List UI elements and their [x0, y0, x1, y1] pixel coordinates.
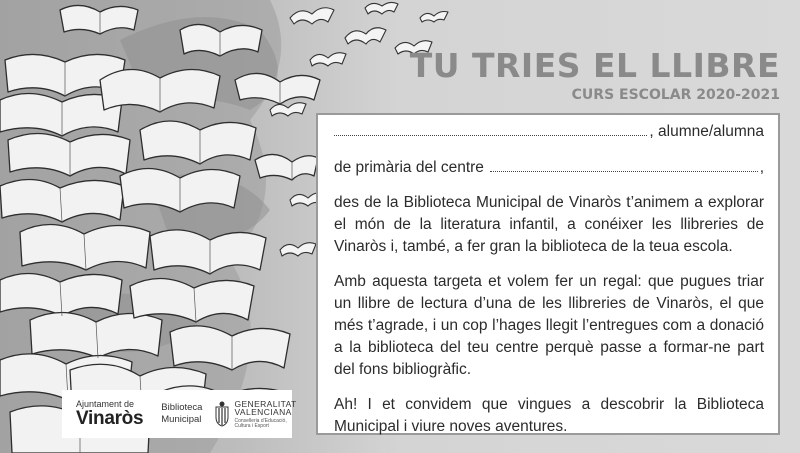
generalitat-name-2: VALENCIANA — [234, 407, 292, 417]
generalitat-crest-icon — [214, 401, 230, 427]
biblioteca-sublabel: Municipal — [161, 414, 202, 425]
message-panel — [316, 113, 780, 435]
ajuntament-logo — [76, 400, 143, 428]
generalitat-name: GENERALITAT — [234, 398, 297, 409]
biblioteca-label: Biblioteca — [161, 402, 203, 413]
school-line — [334, 157, 764, 179]
conselleria-name-2: Cultura i Esport — [234, 422, 269, 429]
conselleria-name: Conselleria d’Educació, — [234, 417, 287, 424]
student-name-blank[interactable] — [334, 135, 647, 136]
paragraph-intro: des de la Biblioteca Municipal de Vinaròs t’animem a explorar el món de la literatura infantil, a conéixer les llibreries de Vinaròs i, també, a fer gran la biblioteca de la teua escola. — [334, 194, 764, 255]
biblioteca-logo — [161, 402, 202, 426]
ajuntament-label: Ajuntament de — [76, 399, 135, 409]
school-suffix: , — [759, 159, 764, 176]
generalitat-logo — [214, 400, 296, 429]
paragraph-invitation: Ah! I et convidem que vingues a descobrir la Biblioteca Municipal i viure noves aventures. — [334, 396, 764, 435]
school-prefix: de primària del centre — [334, 159, 484, 176]
student-name-line — [334, 121, 764, 143]
logo-strip — [62, 390, 297, 438]
school-name-blank[interactable] — [490, 171, 758, 172]
ajuntament-name: Vinaròs — [76, 408, 144, 429]
paragraph-gift: Amb aquesta targeta et volem fer un regal: que pugues triar un llibre de lectura d’una de les llibreries de Vinaròs, el que més t’agrade, i un cop l’hages llegit l’entregues com a donació a la biblioteca del teu centre perquè passe a formar-ne part del fons bibliogràfic. — [334, 273, 764, 378]
student-name-suffix: , alumne/alumna — [649, 123, 764, 140]
page-subtitle: CURS ESCOLAR 2020-2021 — [571, 87, 780, 103]
page-title: TU TRIES EL LLIBRE — [409, 46, 780, 85]
